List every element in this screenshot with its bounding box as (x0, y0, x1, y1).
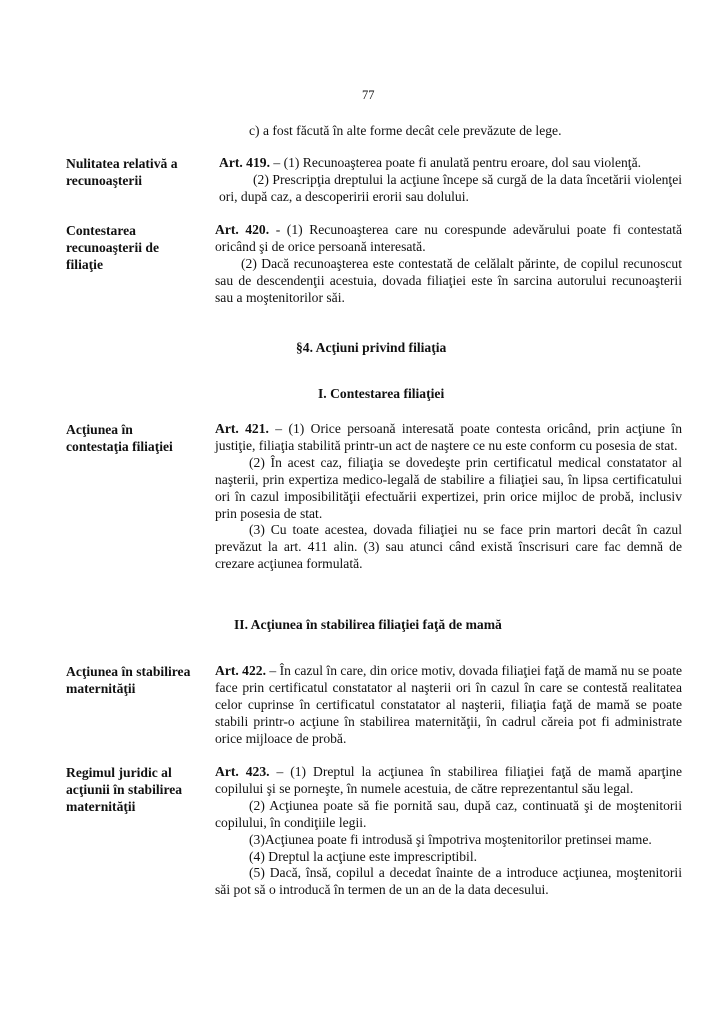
article-423 (215, 764, 682, 899)
article-423-p2: (2) Acţiunea poate să fie pornită sau, după caz, continuată şi de moştenitorii copilului, în condiţiile legii. (215, 797, 682, 830)
article-419 (219, 155, 682, 206)
article-421 (215, 421, 682, 573)
article-420 (215, 222, 682, 307)
margin-note-422: Acţiunea în stabilirea maternităţii (66, 664, 191, 696)
article-number: Art. 421. (215, 421, 269, 436)
article-420-p1: Art. 420. - (1) Recunoaşterea care nu corespunde adevărului poate fi contestată oricând şi de orice persoană interesată. (215, 222, 682, 254)
article-423-p4: (4) Dreptul la acţiune este imprescriptibil. (249, 848, 477, 864)
page-number: 77 (362, 88, 375, 102)
article-419-p2: (2) Prescripţia dreptului la acţiune începe să curgă de la data încetării violenţei ori, după caz, a descoperirii erorii sau dolului. (219, 171, 682, 204)
article-422-p1: Art. 422. – În cazul în care, din orice motiv, dovada filiaţiei faţă de mamă nu se poate face prin certificatul constatator al naşterii ori în cazul în care se contestă realitatea celor cuprinse în certificatul constatator al naşterii, filiaţia faţă de mamă se poate stabili printr-o acţiune în stabilirea maternităţii, în cadrul căreia pot fi administrate orice mijloace de probă. (215, 663, 682, 746)
margin-note-420: Contestarea recunoaşterii de filiaţie (66, 223, 159, 272)
article-423-p1: Art. 423. – (1) Dreptul la acţiunea în stabilirea filiaţiei faţă de mamă aparţine copilului şi se porneşte, în numele acestuia, de către reprezentantul său legal. (215, 764, 682, 796)
margin-note-423: Regimul juridic al acţiunii în stabilirea maternităţii (66, 765, 183, 814)
article-420-p2: (2) Dacă recunoaşterea este contestată de celălalt părinte, de copilul recunoscut sau de descendenţii acestuia, dovada filiaţiei este în sarcina autorului recunoaşterii sau a moştenitorilor săi. (215, 255, 682, 305)
article-number: Art. 420. (215, 222, 270, 237)
article-number: Art. 423. (215, 764, 270, 779)
subsection-heading-i: I. Contestarea filiaţiei (318, 386, 445, 401)
article-421-p3: (3) Cu toate acestea, dovada filiaţiei nu se face prin martori decât în cazul prevăzut la art. 411 alin. (3) sau atunci când există înscrisuri care fac demnă de crezare acţiunea formulată. (215, 522, 682, 572)
margin-note-419: Nulitatea relativă a recunoaşterii (66, 156, 178, 188)
intro-line: c) a fost făcută în alte forme decât cele prevăzute de lege. (249, 123, 562, 138)
article-421-p2: (2) În acest caz, filiaţia se dovedeşte prin certificatul medical constatator al naşterii, prin expertiza medico-legală de stabilire a filiaţiei sau, în lipsa certificatului ori în cazul imposibilităţii efectuării expertizei, prin orice mijloc de probă, inclusiv prin posesia de stat. (215, 454, 682, 521)
article-422 (215, 663, 682, 748)
article-number: Art. 419. (219, 155, 270, 170)
margin-note-421: Acţiunea în contestaţia filiaţiei (66, 422, 173, 454)
article-421-p1: Art. 421. – (1) Orice persoană interesată poate contesta oricând, prin acţiune în justiţie, filiaţia stabilită printr-un act de naştere ce nu este conform cu posesia de stat. (215, 421, 682, 453)
article-423-p3: (3)Acţiunea poate fi introdusă şi împotriva moştenitorilor pretinsei mame. (249, 831, 652, 847)
article-423-p5: (5) Dacă, însă, copilul a decedat înainte de a introduce acţiunea, moştenitorii săi pot să o introducă în termen de un an de la data decesului. (215, 865, 682, 898)
article-419-p1: Art. 419. – (1) Recunoaşterea poate fi anulată pentru eroare, dol sau violenţă. (219, 155, 641, 170)
section-heading-s4: §4. Acţiuni privind filiaţia (296, 340, 447, 355)
subsection-heading-ii: II. Acţiunea în stabilirea filiaţiei faţă de mamă (234, 617, 502, 632)
article-number: Art. 422. (215, 663, 266, 678)
